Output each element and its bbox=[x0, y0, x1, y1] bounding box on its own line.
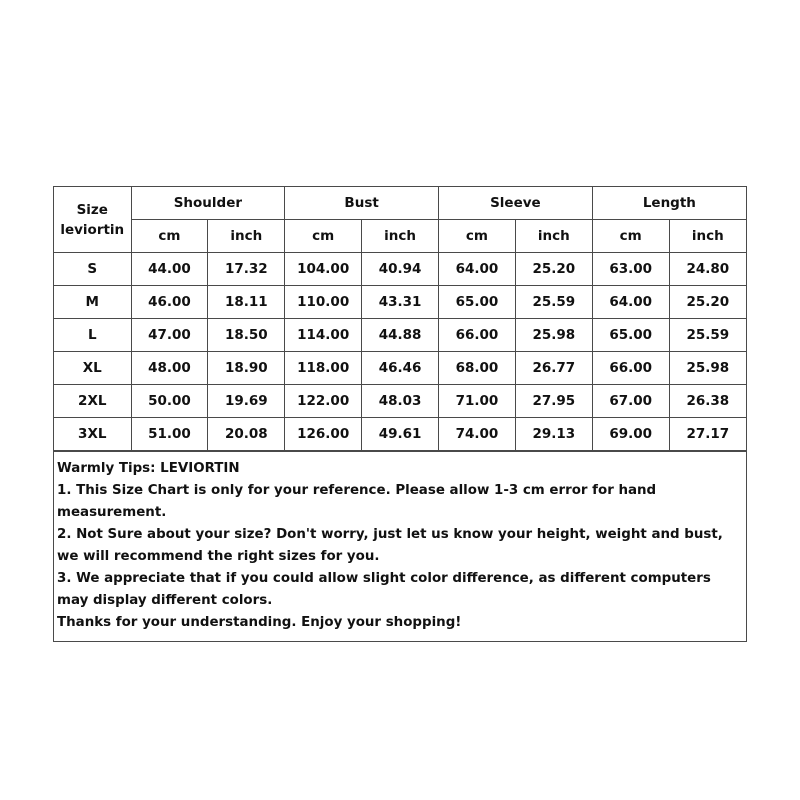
table-row bbox=[54, 319, 746, 352]
size-header bbox=[54, 187, 131, 253]
table-cell: 66.00 bbox=[592, 352, 669, 385]
table-cell: 17.32 bbox=[208, 253, 285, 286]
table-cell: 44.00 bbox=[131, 253, 208, 286]
table-cell: 64.00 bbox=[439, 253, 516, 286]
table-cell: 48.00 bbox=[131, 352, 208, 385]
table-cell: 47.00 bbox=[131, 319, 208, 352]
table-cell: 25.59 bbox=[669, 319, 746, 352]
group-header-length: Length bbox=[592, 187, 746, 220]
table-cell: 104.00 bbox=[285, 253, 362, 286]
table-cell: 71.00 bbox=[439, 385, 516, 418]
table-cell: 48.03 bbox=[362, 385, 439, 418]
size-header-brand: leviortin bbox=[60, 221, 125, 238]
unit-header-cm: cm bbox=[131, 220, 208, 253]
table-cell: 25.20 bbox=[515, 253, 592, 286]
size-table-body bbox=[54, 253, 746, 451]
table-cell: 50.00 bbox=[131, 385, 208, 418]
size-cell: L bbox=[54, 319, 131, 352]
table-cell: 25.20 bbox=[669, 286, 746, 319]
table-cell: 25.98 bbox=[669, 352, 746, 385]
table-cell: 18.11 bbox=[208, 286, 285, 319]
size-chart bbox=[53, 186, 747, 642]
table-row bbox=[54, 418, 746, 451]
table-cell: 19.69 bbox=[208, 385, 285, 418]
tips-title: Warmly Tips: LEVIORTIN bbox=[57, 461, 240, 476]
tips-item-3: 3. We appreciate that if you could allow slight color difference, as different computers may display different colors. bbox=[57, 571, 711, 608]
table-cell: 114.00 bbox=[285, 319, 362, 352]
table-cell: 63.00 bbox=[592, 253, 669, 286]
table-cell: 44.88 bbox=[362, 319, 439, 352]
unit-header-inch: inch bbox=[208, 220, 285, 253]
table-cell: 27.95 bbox=[515, 385, 592, 418]
table-cell: 66.00 bbox=[439, 319, 516, 352]
tips-section bbox=[54, 451, 746, 641]
unit-header-cm: cm bbox=[439, 220, 516, 253]
unit-header-inch: inch bbox=[515, 220, 592, 253]
table-cell: 49.61 bbox=[362, 418, 439, 451]
size-cell: M bbox=[54, 286, 131, 319]
table-cell: 64.00 bbox=[592, 286, 669, 319]
table-cell: 24.80 bbox=[669, 253, 746, 286]
table-cell: 43.31 bbox=[362, 286, 439, 319]
table-cell: 110.00 bbox=[285, 286, 362, 319]
tips-closing: Thanks for your understanding. Enjoy your shopping! bbox=[57, 615, 462, 630]
unit-header-inch: inch bbox=[669, 220, 746, 253]
table-cell: 26.38 bbox=[669, 385, 746, 418]
table-cell: 25.98 bbox=[515, 319, 592, 352]
table-cell: 68.00 bbox=[439, 352, 516, 385]
unit-header-cm: cm bbox=[285, 220, 362, 253]
table-cell: 67.00 bbox=[592, 385, 669, 418]
table-cell: 18.90 bbox=[208, 352, 285, 385]
table-cell: 122.00 bbox=[285, 385, 362, 418]
tips-item-1: 1. This Size Chart is only for your reference. Please allow 1-3 cm error for hand measurement. bbox=[57, 483, 657, 520]
table-cell: 46.46 bbox=[362, 352, 439, 385]
table-row bbox=[54, 385, 746, 418]
size-table bbox=[54, 187, 746, 451]
table-cell: 29.13 bbox=[515, 418, 592, 451]
table-cell: 69.00 bbox=[592, 418, 669, 451]
table-cell: 40.94 bbox=[362, 253, 439, 286]
size-cell: 2XL bbox=[54, 385, 131, 418]
group-header-row bbox=[54, 187, 746, 220]
unit-header-row bbox=[54, 220, 746, 253]
group-header-bust: Bust bbox=[285, 187, 439, 220]
group-header-sleeve: Sleeve bbox=[439, 187, 593, 220]
table-cell: 74.00 bbox=[439, 418, 516, 451]
unit-header-cm: cm bbox=[592, 220, 669, 253]
table-cell: 65.00 bbox=[592, 319, 669, 352]
table-row bbox=[54, 352, 746, 385]
table-cell: 25.59 bbox=[515, 286, 592, 319]
unit-header-inch: inch bbox=[362, 220, 439, 253]
table-cell: 126.00 bbox=[285, 418, 362, 451]
table-row bbox=[54, 286, 746, 319]
size-cell: 3XL bbox=[54, 418, 131, 451]
table-cell: 26.77 bbox=[515, 352, 592, 385]
table-cell: 27.17 bbox=[669, 418, 746, 451]
size-cell: XL bbox=[54, 352, 131, 385]
table-row bbox=[54, 253, 746, 286]
table-cell: 118.00 bbox=[285, 352, 362, 385]
tips-item-2: 2. Not Sure about your size? Don't worry, just let us know your height, weight and bust, we will recommend the right sizes for you. bbox=[57, 527, 723, 564]
size-cell: S bbox=[54, 253, 131, 286]
table-cell: 65.00 bbox=[439, 286, 516, 319]
table-cell: 20.08 bbox=[208, 418, 285, 451]
table-cell: 18.50 bbox=[208, 319, 285, 352]
table-cell: 51.00 bbox=[131, 418, 208, 451]
group-header-shoulder: Shoulder bbox=[131, 187, 285, 220]
table-cell: 46.00 bbox=[131, 286, 208, 319]
size-header-label: Size bbox=[76, 201, 108, 218]
